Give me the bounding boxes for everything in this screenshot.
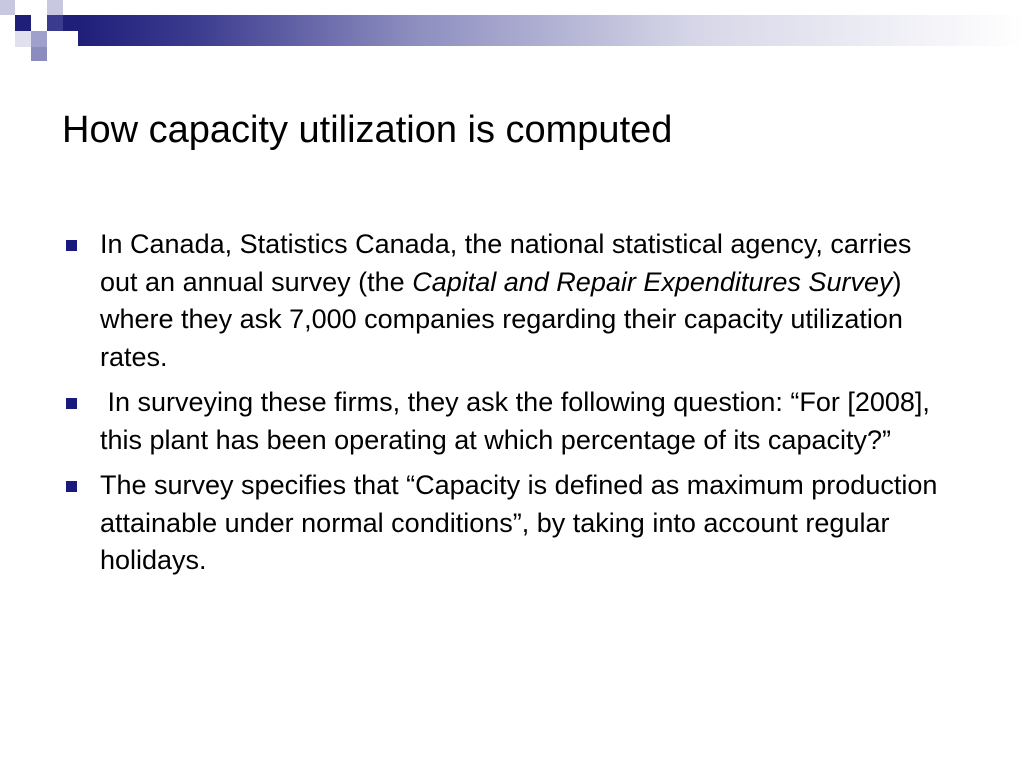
- ornament-square: [47, 15, 63, 31]
- square-bullet-icon: [66, 481, 77, 492]
- ornament-square: [0, 0, 15, 15]
- bullet-item: [62, 384, 942, 459]
- bullet-list: [62, 226, 942, 588]
- ornament-square: [15, 15, 31, 31]
- ornament-square: [15, 31, 31, 47]
- bullet-text: In surveying these firms, they ask the following question: “For [2008], this plant has been operating at which percentage of its capacity?”: [100, 387, 938, 455]
- header-ornament: [0, 0, 1024, 64]
- header-gradient-bar: [78, 15, 1024, 46]
- square-bullet-icon: [66, 240, 77, 251]
- ornament-square: [63, 15, 78, 31]
- slide-title: How capacity utilization is computed: [62, 109, 673, 151]
- bullet-text: In Canada, Statistics Canada, the national statistical agency, carries out an annual survey (the Capital and Repair Expenditures Survey) where they ask 7,000 companies regarding their capacity utilization rates.: [100, 229, 912, 372]
- ornament-square: [31, 47, 47, 61]
- bullet-text: The survey specifies that “Capacity is defined as maximum production attainable under normal conditions”, by taking into account regular holidays.: [100, 470, 938, 575]
- ornament-square: [47, 0, 63, 15]
- ornament-square: [31, 31, 47, 47]
- bullet-item: [62, 226, 942, 376]
- survey-name: Capital and Repair Expenditures Survey: [412, 266, 893, 297]
- bullet-item: [62, 467, 942, 580]
- square-bullet-icon: [66, 398, 77, 409]
